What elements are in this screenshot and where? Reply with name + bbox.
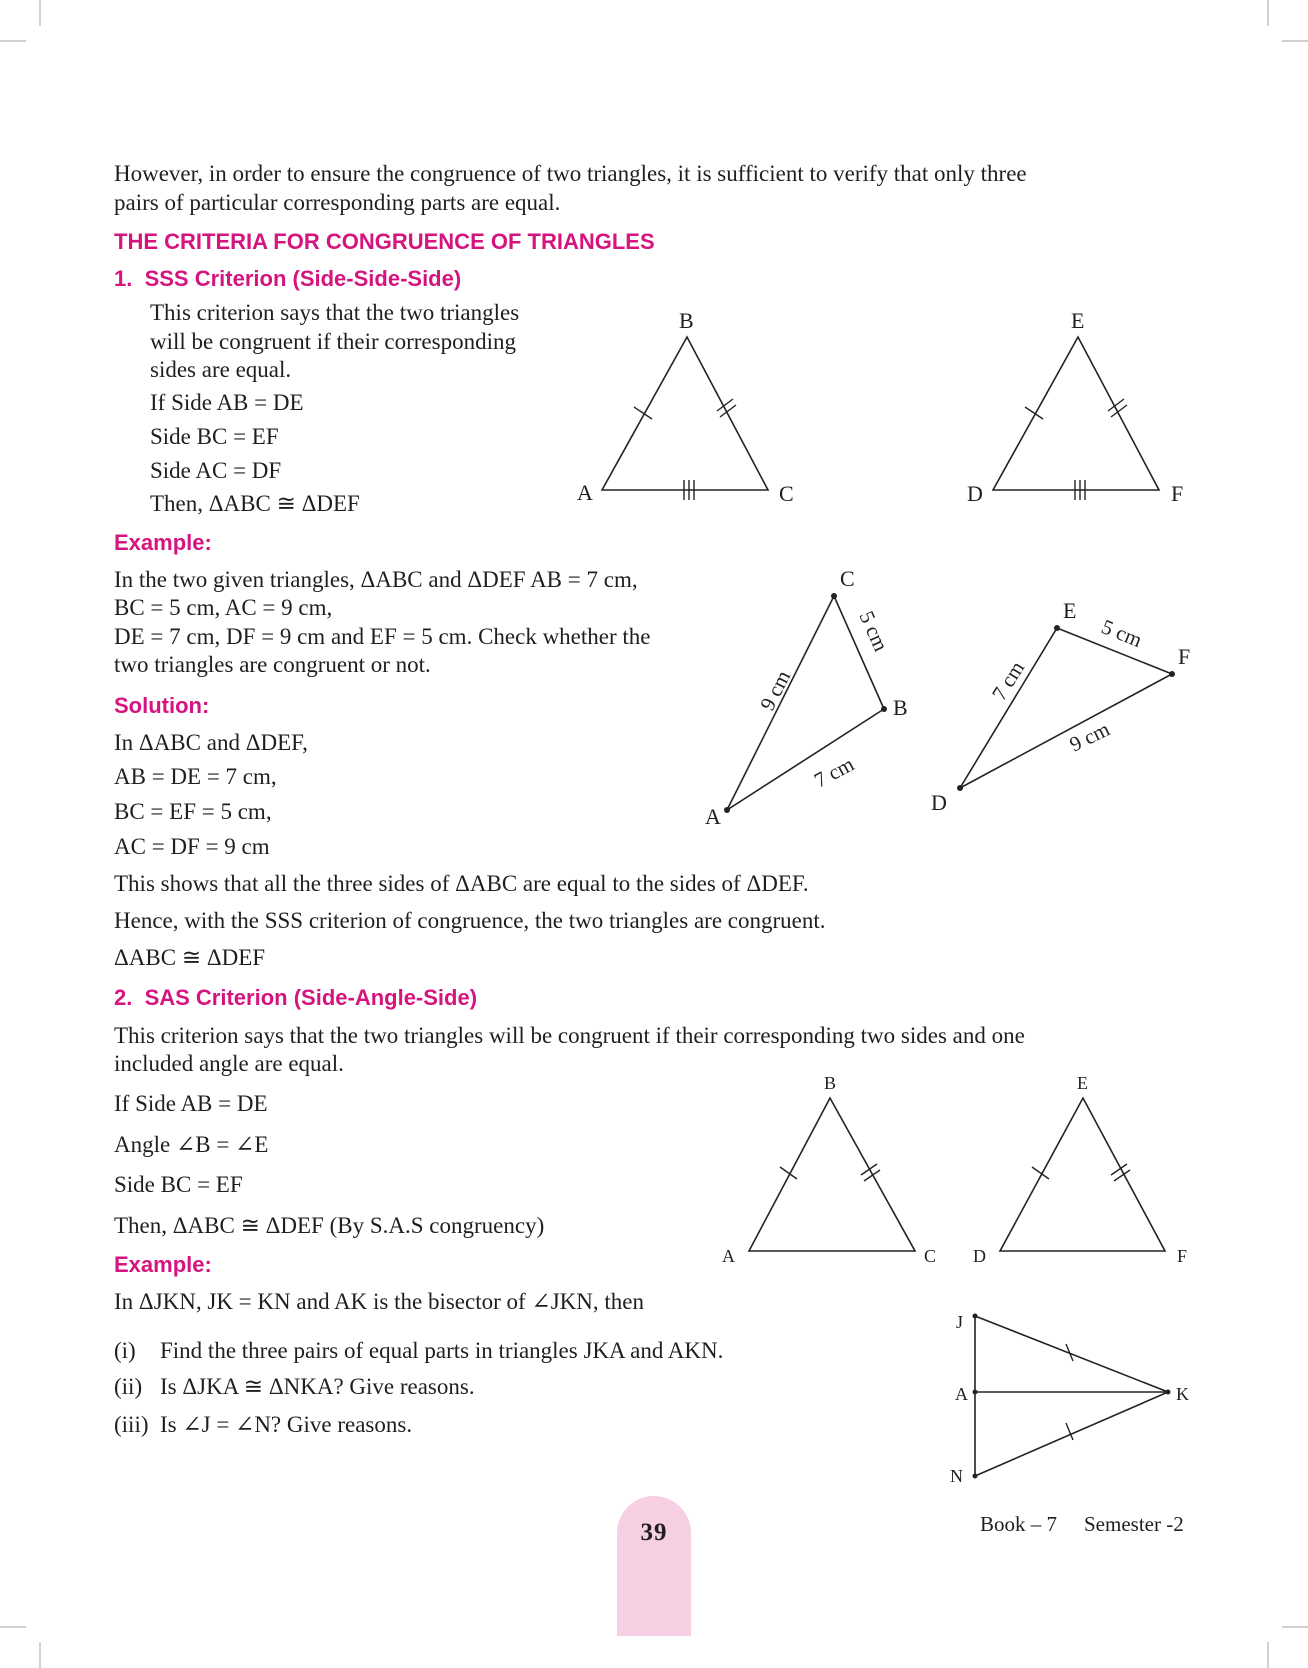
sas-condition-4: Then, ΔABC ≅ ΔDEF (By S.A.S congruency) <box>114 1213 545 1238</box>
segment-jk <box>975 1316 1168 1392</box>
measure-cb: 5 cm <box>854 607 894 655</box>
question-3-num: (iii) <box>114 1412 149 1437</box>
measure-ef: 5 cm <box>1098 614 1146 653</box>
sss-condition-4: Then, ΔABC ≅ ΔDEF <box>150 491 360 516</box>
page-number: 39 <box>640 1519 668 1546</box>
example-label-d: D <box>931 790 947 815</box>
sas-label-d: D <box>973 1246 986 1266</box>
sss-solution-line-1: In ΔABC and ΔDEF, <box>114 730 308 755</box>
intro-line-2: pairs of particular corresponding parts are equal. <box>114 190 561 215</box>
sss-example-label: Example: <box>114 530 212 555</box>
sas-label-f: F <box>1177 1246 1188 1266</box>
sss-example-line-4: two triangles are congruent or not. <box>114 652 431 677</box>
page-number-tab <box>617 1496 691 1636</box>
sas-label-e: E <box>1077 1073 1088 1093</box>
sss-condition-2: Side BC = EF <box>150 424 279 449</box>
sss-example-line-1: In the two given triangles, ΔABC and ΔDEF AB = 7 cm, <box>114 567 638 592</box>
question-2-text: Is ΔJKA ≅ ΔNKA? Give reasons. <box>160 1374 475 1399</box>
jkn-label-a: A <box>955 1384 968 1404</box>
sss-heading: 1. SSS Criterion (Side-Side-Side) <box>114 266 462 291</box>
sss-solution-label: Solution: <box>114 693 210 718</box>
sas-heading: 2. SAS Criterion (Side-Angle-Side) <box>114 985 478 1010</box>
jkn-label-j: J <box>956 1312 964 1332</box>
sas-label-a: A <box>722 1246 735 1266</box>
jkn-label-n: N <box>950 1466 963 1486</box>
sas-condition-3: Side BC = EF <box>114 1172 243 1197</box>
sas-condition-2: Angle ∠B = ∠E <box>114 1132 269 1157</box>
sss-condition-1: If Side AB = DE <box>150 390 304 415</box>
sss-label-d: D <box>967 481 983 506</box>
segment-nk <box>975 1392 1168 1476</box>
question-1-text: Find the three pairs of equal parts in triangles JKA and AKN. <box>160 1338 724 1363</box>
sss-label-f: F <box>1171 481 1184 506</box>
point-n <box>973 1474 978 1479</box>
example-label-e: E <box>1063 598 1077 623</box>
question-3-text: Is ∠J = ∠N? Give reasons. <box>160 1412 413 1437</box>
sss-conclusion-2: Hence, with the SSS criterion of congruence, the two triangles are congruent. <box>114 908 826 933</box>
sas-example-intro: In ΔJKN, JK = KN and AK is the bisector of ∠JKN, then <box>114 1289 644 1314</box>
sss-solution-line-4: AC = DF = 9 cm <box>114 834 270 859</box>
sss-conclusion-3: ΔABC ≅ ΔDEF <box>114 945 266 970</box>
measure-ac: 9 cm <box>755 666 796 715</box>
sss-label-c: C <box>779 481 794 506</box>
sss-desc-2: will be congruent if their corresponding <box>150 329 516 354</box>
footer-semester: Semester -2 <box>1084 1512 1184 1536</box>
point-j <box>973 1314 978 1319</box>
sas-condition-1: If Side AB = DE <box>114 1091 268 1116</box>
example-label-f: F <box>1178 644 1191 669</box>
question-2-num: (ii) <box>114 1374 143 1399</box>
sss-condition-3: Side AC = DF <box>150 458 282 483</box>
sas-example-label: Example: <box>114 1252 212 1277</box>
example-label-a: A <box>705 804 721 829</box>
sas-label-b: B <box>824 1073 837 1093</box>
sss-conclusion-1: This shows that all the three sides of ΔABC are equal to the sides of ΔDEF. <box>114 871 809 896</box>
sss-label-b: B <box>679 308 694 333</box>
sss-label-e: E <box>1071 308 1085 333</box>
point-k <box>1166 1390 1171 1395</box>
measure-ab: 7 cm <box>810 751 858 793</box>
sss-label-a: A <box>577 480 593 505</box>
tick-nk <box>1066 1423 1073 1440</box>
sas-desc-2: included angle are equal. <box>114 1051 344 1076</box>
measure-df: 9 cm <box>1065 716 1114 757</box>
footer-book: Book – 7 <box>980 1512 1058 1536</box>
sss-solution-line-3: BC = EF = 5 cm, <box>114 799 272 824</box>
intro-line-1: However, in order to ensure the congruence of two triangles, it is sufficient to verify that only three <box>114 161 1027 186</box>
example-label-c: C <box>840 566 855 591</box>
measure-de: 7 cm <box>986 656 1030 705</box>
sss-desc-3: sides are equal. <box>150 357 292 382</box>
question-1-num: (i) <box>114 1338 136 1363</box>
sss-desc-1: This criterion says that the two triangles <box>150 300 520 325</box>
sas-desc-1: This criterion says that the two triangles will be congruent if their corresponding two sides and one <box>114 1023 1025 1048</box>
sas-label-c: C <box>924 1246 937 1266</box>
jkn-label-k: K <box>1176 1384 1189 1404</box>
point-a-jkn <box>973 1390 978 1395</box>
section-title: THE CRITERIA FOR CONGRUENCE OF TRIANGLES <box>114 229 655 254</box>
sss-example-line-3: DE = 7 cm, DF = 9 cm and EF = 5 cm. Check whether the <box>114 624 651 649</box>
example-label-b: B <box>893 695 908 720</box>
sss-example-line-2: BC = 5 cm, AC = 9 cm, <box>114 595 333 620</box>
sss-solution-line-2: AB = DE = 7 cm, <box>114 764 277 789</box>
